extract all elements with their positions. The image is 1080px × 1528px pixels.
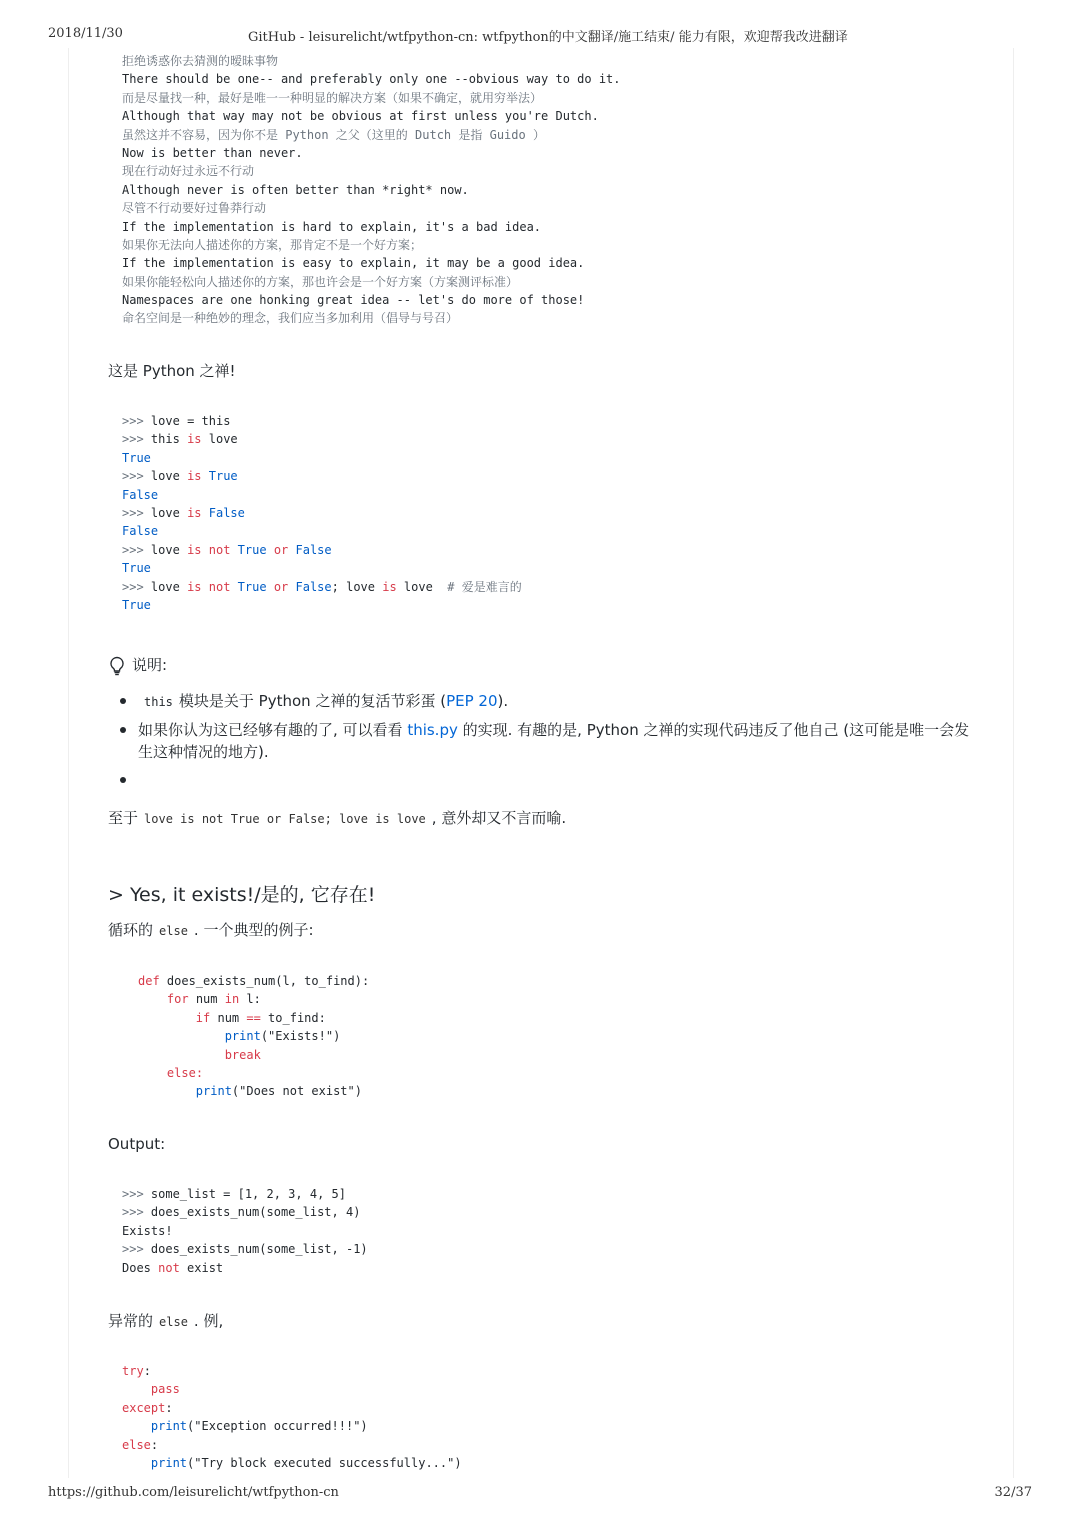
output-code-block <box>122 1185 368 1277</box>
zen-code-block <box>122 52 621 328</box>
try-code-block <box>122 1362 462 1472</box>
explanation-list <box>108 690 978 797</box>
zen-line: Although never is often better than *right* now. <box>122 182 469 197</box>
print-url: https://github.com/leisurelicht/wtfpython-cn <box>48 1485 339 1500</box>
list-item: this 模块是关于 Python 之禅的复活节彩蛋 (PEP 20). <box>108 690 978 713</box>
section-heading: > Yes, it exists!/是的, 它存在! <box>108 884 376 906</box>
code-line: pass <box>150 1382 180 1397</box>
code-line: else: <box>122 1437 159 1452</box>
code-line: >>> love is True <box>122 469 238 484</box>
code-output: Exists! <box>122 1223 173 1238</box>
explanation-heading <box>108 654 167 676</box>
zen-line: Namespaces are one honking great idea -- let's do more of those! <box>122 293 585 308</box>
code-line: print("Try block executed successfully...") <box>150 1455 462 1470</box>
zen-line: 虽然这并不容易，因为你不是 Python 之父（这里的 Dutch 是指 Guido ） <box>122 127 545 142</box>
code-line: try: <box>122 1364 151 1378</box>
output-label: Output: <box>108 1135 166 1153</box>
code-line: break <box>224 1047 261 1062</box>
zen-line: Although that way may not be obvious at first unless you're Dutch. <box>122 109 599 124</box>
zen-line: 尽管不行动要好过鲁莽行动 <box>122 201 267 216</box>
code-line: >>> does_exists_num(some_list, -1) <box>122 1242 368 1257</box>
print-date: 2018/11/30 <box>48 26 123 41</box>
code-line: print("Exists!") <box>224 1029 341 1044</box>
code-line: >>> this is love <box>122 432 238 447</box>
print-header <box>48 26 1032 46</box>
zen-line: Now is better than never. <box>122 145 303 160</box>
code-output: False <box>122 524 159 539</box>
list-item <box>108 769 978 791</box>
code-line: for num in l: <box>166 992 261 1007</box>
this-py-link[interactable]: this.py <box>407 721 458 739</box>
code-output: True <box>122 597 151 612</box>
code-output: Does not exist <box>122 1260 224 1275</box>
light-bulb-icon <box>108 656 126 676</box>
intro-text: 这是 Python 之禅! <box>108 362 236 380</box>
zen-line: 而是尽量找一种，最好是唯一一种明显的解决方案（如果不确定，就用穷举法） <box>122 90 543 105</box>
code-output: True <box>122 561 151 576</box>
zen-line: There should be one-- and preferably only one --obvious way to do it. <box>122 72 621 87</box>
loop-else-text: 循环的 else . 一个典型的例子: <box>108 921 314 939</box>
code-line: print("Does not exist") <box>195 1084 362 1099</box>
pep20-link[interactable]: PEP 20 <box>446 692 498 710</box>
print-footer <box>48 1485 1032 1505</box>
code-line: else: <box>166 1065 204 1080</box>
zen-line: 命名空间是一种绝妙的理念，我们应当多加利用（倡导与号召） <box>122 311 459 326</box>
zen-line: 如果你无法向人描述你的方案，那肯定不是一个好方案； <box>122 237 423 252</box>
code-line: >>> love is False <box>122 505 245 520</box>
code-line: def does_exists_num(l, to_find): <box>138 974 370 988</box>
exception-else-text: 异常的 else . 例, <box>108 1312 224 1330</box>
zen-line: If the implementation is easy to explain, it may be a good idea. <box>122 256 585 271</box>
code-line: >>> love is not True or False; love is love # 爱是难言的 <box>122 579 522 594</box>
code-line: >>> love = this <box>122 414 231 428</box>
code-output: True <box>122 450 151 465</box>
code-line: except: <box>122 1400 173 1415</box>
page-number: 32/37 <box>994 1485 1032 1500</box>
zen-line: 如果你能轻松向人描述你的方案，那也许会是一个好方案（方案测评标准） <box>122 274 519 289</box>
zen-line: If the implementation is hard to explain, it's a bad idea. <box>122 219 542 234</box>
print-title: GitHub - leisurelicht/wtfpython-cn: wtfpython的中文翻译/施工结束/ 能力有限，欢迎帮我改进翻译 <box>248 30 848 45</box>
zen-line: 现在行动好过永远不行动 <box>122 164 255 179</box>
list-item: 如果你认为这已经够有趣的了, 可以看看 this.py 的实现. 有趣的是, Python 之禅的实现代码违反了他自己 (这可能是唯一会发生这种情况的地方). <box>108 719 978 763</box>
code-line: >>> does_exists_num(some_list, 4) <box>122 1205 361 1220</box>
explanation-label: 说明: <box>132 656 168 674</box>
code-line: if num == to_find: <box>195 1010 326 1025</box>
zen-line: 拒绝诱惑你去猜测的暧昧事物 <box>122 54 279 68</box>
code-output: False <box>122 487 159 502</box>
summary-text: 至于 love is not True or False; love is love , 意外却又不言而喻. <box>108 809 567 827</box>
code-line: >>> love is not True or False <box>122 542 332 557</box>
loop-code-block <box>138 972 369 1101</box>
code-line: print("Exception occurred!!!") <box>150 1419 368 1434</box>
love-code-block <box>122 412 522 614</box>
code-line: >>> some_list = [1, 2, 3, 4, 5] <box>122 1187 346 1201</box>
